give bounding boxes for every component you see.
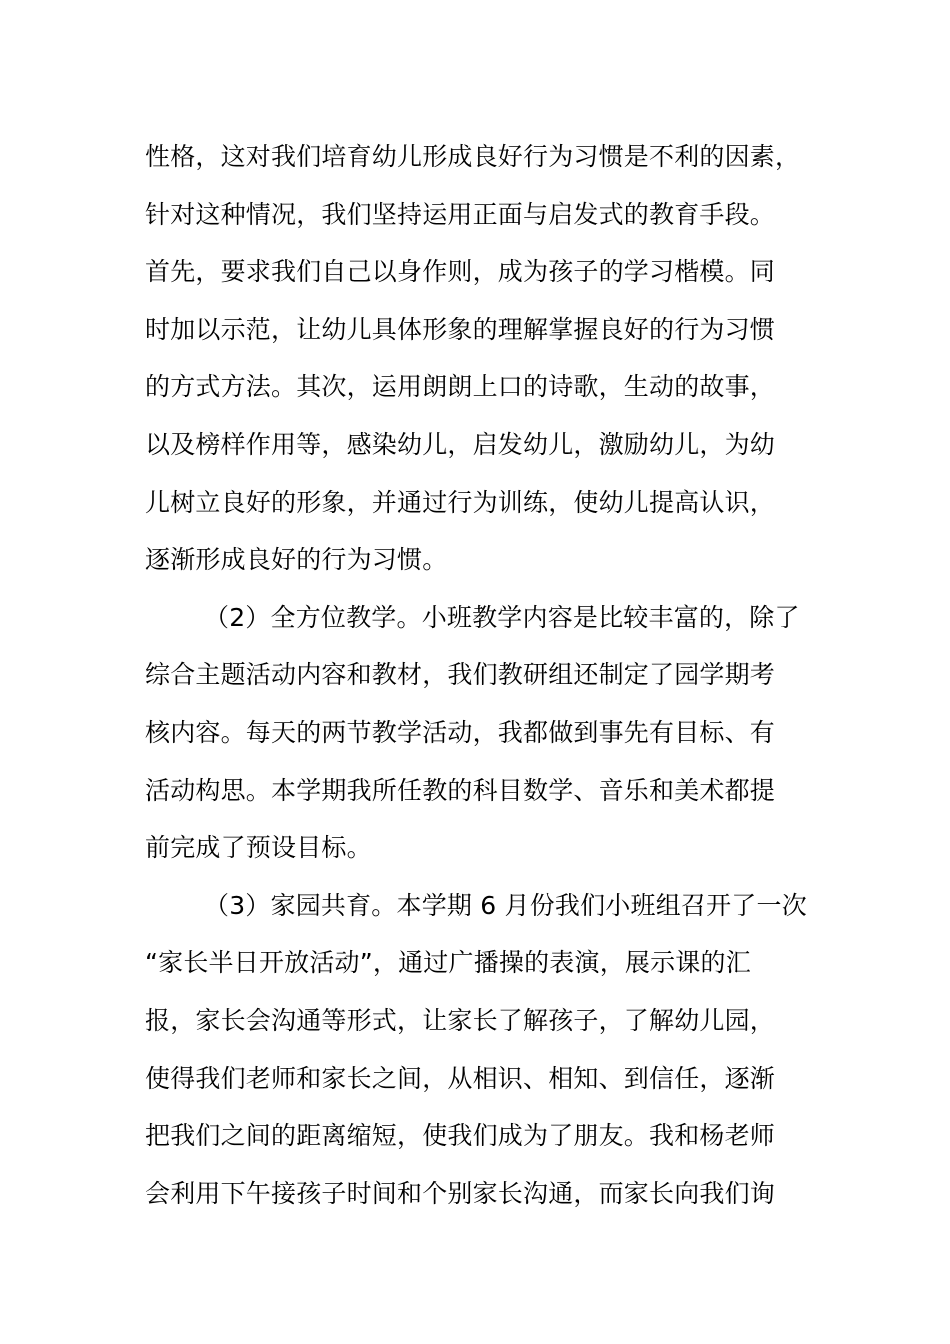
text-line: 逐渐形成良好的行为习惯。 (145, 545, 448, 575)
text-line: 以及榜样作用等，感染幼儿，启发幼儿，激励幼儿，为幼 (145, 429, 776, 459)
paragraph-start-line: （3）家园共育。本学期 6 月份我们小班组召开了一次 (204, 890, 807, 920)
text-line: 时加以示范，让幼儿具体形象的理解掌握良好的行为习惯 (145, 314, 776, 344)
text-line: 把我们之间的距离缩短，使我们成为了朋友。我和杨老师 (145, 1121, 776, 1151)
text-line: 首先，要求我们自己以身作则，成为孩子的学习楷模。同 (145, 257, 776, 287)
text-line: 报，家长会沟通等形式，让家长了解孩子，了解幼儿园， (145, 1005, 776, 1035)
body-text (145, 128, 805, 1222)
text-line: 的方式方法。其次，运用朗朗上口的诗歌，生动的故事， (145, 372, 776, 402)
text-line: 前完成了预设目标。 (145, 833, 372, 863)
text-line: “家长半日开放活动”，通过广播操的表演，展示课的汇 (145, 948, 751, 978)
text-line: 综合主题活动内容和教材，我们教研组还制定了园学期考 (145, 660, 776, 690)
text-line: 针对这种情况，我们坚持运用正面与启发式的教育手段。 (145, 199, 776, 229)
text-line: 活动构思。本学期我所任教的科目数学、音乐和美术都提 (145, 775, 776, 805)
paragraph-start-line: （2）全方位教学。小班教学内容是比较丰富的，除了 (204, 602, 800, 632)
text-line: 核内容。每天的两节教学活动，我都做到事先有目标、有 (145, 717, 776, 747)
text-line: 性格，这对我们培育幼儿形成良好行为习惯是不利的因素， (145, 142, 801, 171)
text-line: 儿树立良好的形象，并通过行为训练，使幼儿提高认识， (145, 487, 776, 517)
text-line: 会利用下午接孩子时间和个别家长沟通，而家长向我们询 (145, 1178, 776, 1208)
text-line: 使得我们老师和家长之间，从相识、相知、到信任，逐渐 (145, 1063, 776, 1093)
